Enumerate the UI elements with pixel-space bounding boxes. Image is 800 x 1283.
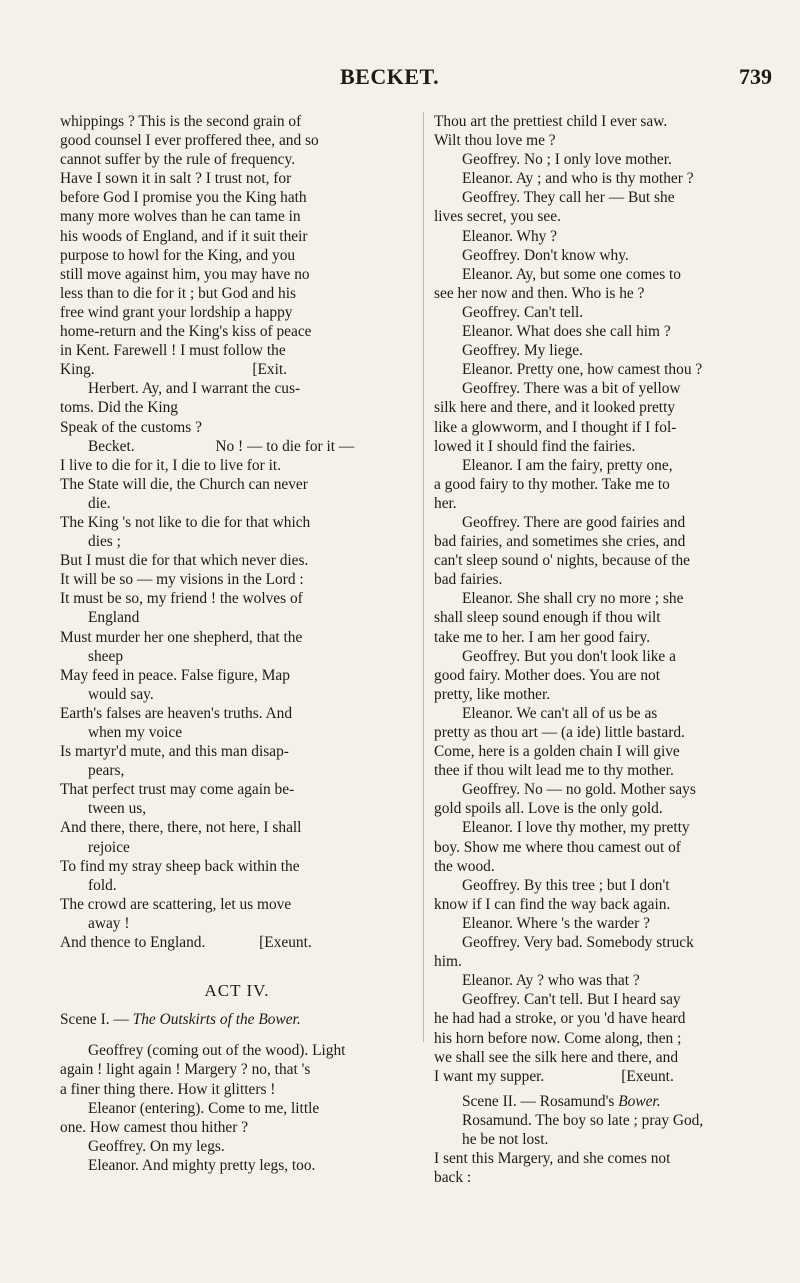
text-line: Geoffrey. But you don't look like a bbox=[462, 647, 676, 665]
text-line: die. bbox=[88, 494, 111, 512]
text-line: the wood. bbox=[434, 857, 495, 875]
text-line: home-return and the King's kiss of peace bbox=[60, 323, 312, 341]
left-column-text bbox=[60, 112, 414, 952]
text-line: Herbert. Ay, and I warrant the cus- bbox=[88, 380, 301, 398]
text-line: again ! light again ! Margery ? no, that 's bbox=[60, 1061, 311, 1079]
text-line: Earth's falses are heaven's truths. And bbox=[60, 704, 293, 722]
text-line: Geoffrey. No ; I only love mother. bbox=[462, 151, 672, 169]
text-line: thee if thou wilt lead me to thy mother. bbox=[434, 762, 674, 780]
text-line: Come, here is a golden chain I will give bbox=[434, 743, 680, 761]
text-line: back : bbox=[434, 1169, 472, 1187]
text-line: sheep bbox=[88, 647, 124, 665]
scene-heading-2 bbox=[434, 1092, 780, 1111]
text-line: Eleanor. Why ? bbox=[462, 227, 558, 245]
text-line: cannot suffer by the rule of frequency. bbox=[60, 151, 296, 169]
text-line: take me to her. I am her good fairy. bbox=[434, 628, 651, 646]
text-line: Geoffrey. By this tree ; but I don't bbox=[462, 876, 670, 894]
text-line: Geoffrey. They call her — But she bbox=[462, 189, 675, 207]
text-line: Eleanor. Pretty one, how camest thou ? bbox=[462, 361, 703, 379]
text-line: Eleanor. We can't all of us be as bbox=[462, 704, 658, 722]
text-line: The State will die, the Church can never bbox=[60, 475, 308, 493]
text-line: his horn before now. Come along, then ; bbox=[434, 1029, 682, 1047]
text-line: To find my stray sheep back within the bbox=[60, 857, 300, 875]
text-line: Geoffrey. Can't tell. But I heard say bbox=[462, 991, 681, 1009]
text-line: one. How camest thou hither ? bbox=[60, 1118, 249, 1136]
text-line: pears, bbox=[88, 762, 125, 780]
text-line: Becket. No ! — to die for it — bbox=[88, 437, 355, 455]
text-line: The crowd are scattering, let us move bbox=[60, 895, 292, 913]
text-line: Geoffrey. My liege. bbox=[462, 342, 583, 360]
text-line: Is martyr'd mute, and this man disap- bbox=[60, 743, 289, 761]
text-line: Eleanor. What does she call him ? bbox=[462, 323, 671, 341]
text-line: May feed in peace. False figure, Map bbox=[60, 666, 290, 684]
text-line: can't sleep sound o' nights, because of the bbox=[434, 552, 691, 570]
text-line: free wind grant your lordship a happy bbox=[60, 303, 293, 321]
text-line: Speak of the customs ? bbox=[60, 418, 202, 436]
text-line: good counsel I ever proffered thee, and so bbox=[60, 132, 319, 150]
text-line: And there, there, there, not here, I shall bbox=[60, 819, 302, 837]
text-line: Eleanor (entering). Come to me, little bbox=[88, 1099, 320, 1117]
left-column-dialogue bbox=[60, 1041, 414, 1175]
text-line: like a glowworm, and I thought if I fol- bbox=[434, 418, 677, 436]
text-line: when my voice bbox=[88, 724, 183, 741]
text-line: see her now and then. Who is he ? bbox=[434, 284, 645, 302]
scene-2-place: Bower. bbox=[618, 1092, 661, 1110]
text-line: King. [Exit. bbox=[60, 361, 288, 379]
text-line: pretty as thou art — (a ide) little bastard. bbox=[434, 724, 685, 741]
text-line: would say. bbox=[88, 685, 154, 703]
left-column bbox=[60, 112, 414, 1175]
text-line: he be not lost. bbox=[462, 1130, 549, 1148]
text-line: good fairy. Mother does. You are not bbox=[434, 666, 660, 684]
text-line: Geoffrey. There was a bit of yellow bbox=[462, 380, 681, 398]
text-line: tween us, bbox=[88, 800, 147, 818]
text-line: It will be so — my visions in the Lord : bbox=[60, 571, 304, 589]
text-line: Must murder her one shepherd, that the bbox=[60, 628, 303, 646]
text-line: bad fairies. bbox=[434, 571, 503, 589]
text-line: a good fairy to thy mother. Take me to bbox=[434, 475, 670, 493]
text-line: lives secret, you see. bbox=[434, 208, 561, 226]
text-line: Eleanor. I am the fairy, pretty one, bbox=[462, 456, 673, 474]
right-column-end-text bbox=[434, 1111, 780, 1187]
scene-heading bbox=[60, 1010, 414, 1029]
text-line: many more wolves than he can tame in bbox=[60, 208, 301, 226]
text-line: gold spoils all. Love is the only gold. bbox=[434, 800, 663, 818]
column-divider bbox=[423, 112, 424, 1042]
scene-2-label: Scene II. — Rosamund's bbox=[462, 1092, 619, 1110]
text-line: England bbox=[88, 609, 140, 627]
text-line: lowed it I should find the fairies. bbox=[434, 437, 636, 455]
text-line: Thou art the prettiest child I ever saw. bbox=[434, 113, 668, 130]
text-line: Geoffrey. No — no gold. Mother says bbox=[462, 781, 696, 799]
text-line: we shall see the silk here and there, and bbox=[434, 1048, 679, 1066]
text-line: Have I sown it in salt ? I trust not, for bbox=[60, 170, 292, 188]
scene-place: The Outskirts of the Bower. bbox=[132, 1011, 301, 1029]
text-line: rejoice bbox=[88, 838, 130, 856]
scene-label: Scene I. — bbox=[60, 1011, 133, 1029]
text-line: boy. Show me where thou camest out of bbox=[434, 838, 681, 856]
text-line: fold. bbox=[88, 876, 117, 894]
text-line: him. bbox=[434, 953, 462, 971]
text-line: Geoffrey. Don't know why. bbox=[462, 246, 629, 264]
text-line: still move against him, you may have no bbox=[60, 265, 310, 283]
text-line: Eleanor. And mighty pretty legs, too. bbox=[88, 1156, 316, 1174]
text-line: less than to die for it ; but God and his bbox=[60, 284, 296, 302]
text-line: It must be so, my friend ! the wolves of bbox=[60, 590, 303, 608]
text-line: I live to die for it, I die to live for it. bbox=[60, 456, 281, 474]
page-number: 739 bbox=[739, 64, 772, 89]
text-line: silk here and there, and it looked pretty bbox=[434, 399, 676, 417]
text-line: Eleanor. Where 's the warder ? bbox=[462, 914, 650, 932]
text-line: away ! bbox=[88, 914, 130, 932]
text-line: in Kent. Farewell ! I must follow the bbox=[60, 342, 286, 360]
text-line: shall sleep sound enough if thou wilt bbox=[434, 609, 661, 627]
text-line: That perfect trust may come again be- bbox=[60, 781, 295, 799]
text-line: her. bbox=[434, 494, 457, 512]
running-head: BECKET. bbox=[340, 64, 440, 89]
text-line: Wilt thou love me ? bbox=[434, 132, 556, 150]
text-line: Geoffrey. Can't tell. bbox=[462, 303, 584, 321]
text-line: Eleanor. She shall cry no more ; she bbox=[462, 590, 684, 608]
text-line: before God I promise you the King hath bbox=[60, 189, 307, 207]
text-line: I want my supper. [Exeunt. bbox=[434, 1067, 674, 1085]
text-line: pretty, like mother. bbox=[434, 685, 551, 703]
text-line: Eleanor. Ay ? who was that ? bbox=[462, 972, 640, 990]
text-line: dies ; bbox=[88, 533, 121, 551]
page-header bbox=[0, 64, 800, 92]
text-line: whippings ? This is the second grain of bbox=[60, 113, 302, 130]
act-title: ACT IV. bbox=[204, 981, 270, 1001]
right-column-text bbox=[434, 112, 780, 1086]
text-line: The King 's not like to die for that which bbox=[60, 513, 311, 531]
text-line: But I must die for that which never dies. bbox=[60, 552, 309, 570]
text-line: Eleanor. Ay ; and who is thy mother ? bbox=[462, 170, 694, 188]
text-line: Geoffrey. There are good fairies and bbox=[462, 513, 686, 531]
text-line: his woods of England, and if it suit their bbox=[60, 227, 308, 245]
right-column bbox=[434, 112, 780, 1187]
text-line: he had had a stroke, or you 'd have heard bbox=[434, 1010, 686, 1028]
text-line: Geoffrey (coming out of the wood). Light bbox=[88, 1042, 346, 1060]
text-line: Eleanor. I love thy mother, my pretty bbox=[462, 819, 690, 837]
text-line: Rosamund. The boy so late ; pray God, bbox=[462, 1111, 704, 1129]
text-line: I sent this Margery, and she comes not bbox=[434, 1150, 671, 1168]
text-line: toms. Did the King bbox=[60, 399, 178, 417]
text-line: And thence to England. [Exeunt. bbox=[60, 934, 312, 952]
text-line: know if I can find the way back again. bbox=[434, 895, 671, 913]
text-line: purpose to howl for the King, and you bbox=[60, 246, 296, 264]
text-line: a finer thing there. How it glitters ! bbox=[60, 1080, 276, 1098]
text-line: bad fairies, and sometimes she cries, and bbox=[434, 533, 686, 551]
text-line: Eleanor. Ay, but some one comes to bbox=[462, 265, 681, 283]
text-line: Geoffrey. On my legs. bbox=[88, 1137, 225, 1155]
text-line: Geoffrey. Very bad. Somebody struck bbox=[462, 934, 694, 952]
